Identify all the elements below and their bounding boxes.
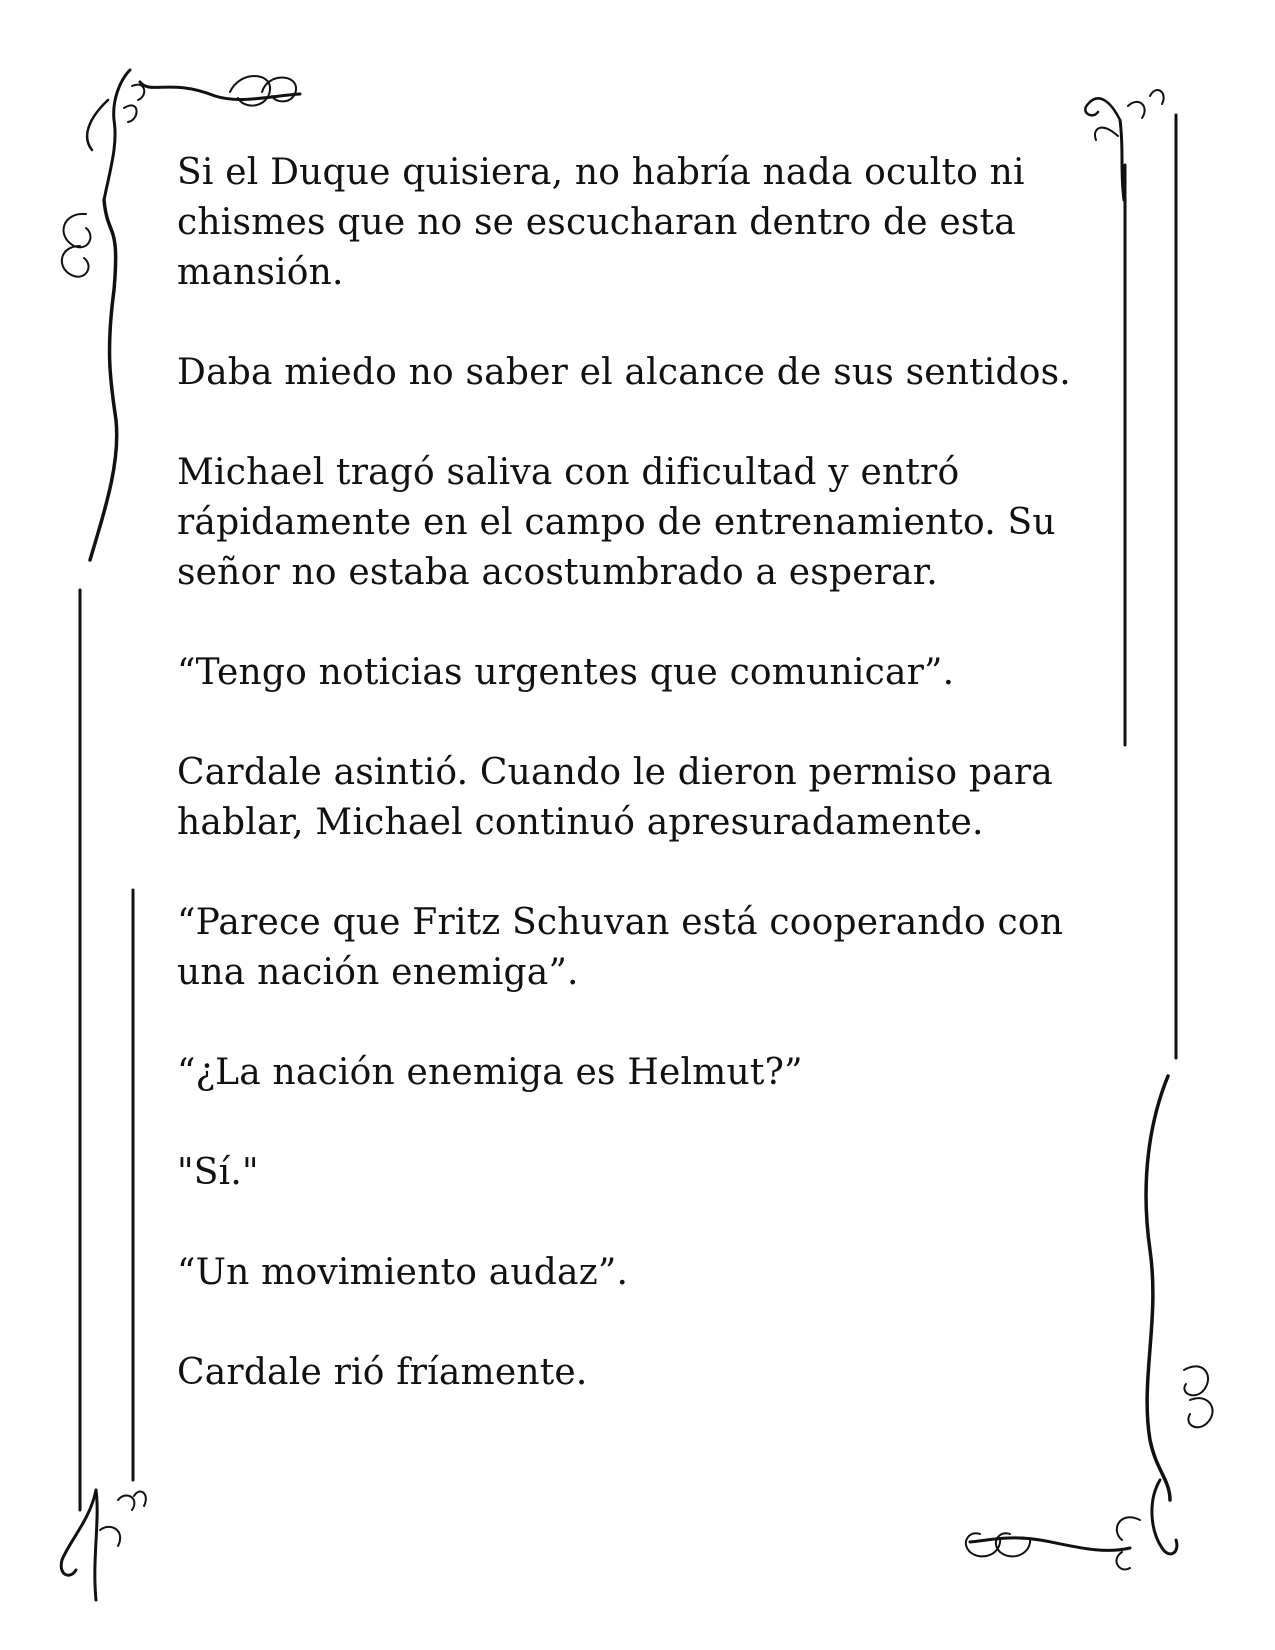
paragraph: “Tengo noticias urgentes que comunicar”. (177, 652, 955, 693)
paragraph: Michael tragó saliva con dificultad y entró rápidamente en el campo de entrenamiento. Su señor no estaba acostumbrado a esperar. (177, 452, 1068, 593)
paragraph: “Parece que Fritz Schuvan está cooperando con una nación enemiga”. (177, 902, 1075, 993)
paragraph: Cardale asintió. Cuando le dieron permiso para hablar, Michael continuó apresuradamente. (177, 752, 1065, 843)
paragraph: “¿La nación enemiga es Helmut?” (177, 1052, 803, 1093)
paragraph: “Un movimiento audaz”. (177, 1252, 629, 1293)
bottom-left-flourish (61, 1490, 146, 1600)
paragraph: "Sí." (177, 1152, 259, 1193)
paragraph: Cardale rió fríamente. (177, 1352, 588, 1393)
paragraph: Si el Duque quisiera, no habría nada oculto ni chismes que no se escucharan dentro de esta mansión. (177, 152, 1037, 293)
page-body (177, 148, 1107, 1448)
paragraph: Daba miedo no saber el alcance de sus sentidos. (177, 352, 1071, 393)
